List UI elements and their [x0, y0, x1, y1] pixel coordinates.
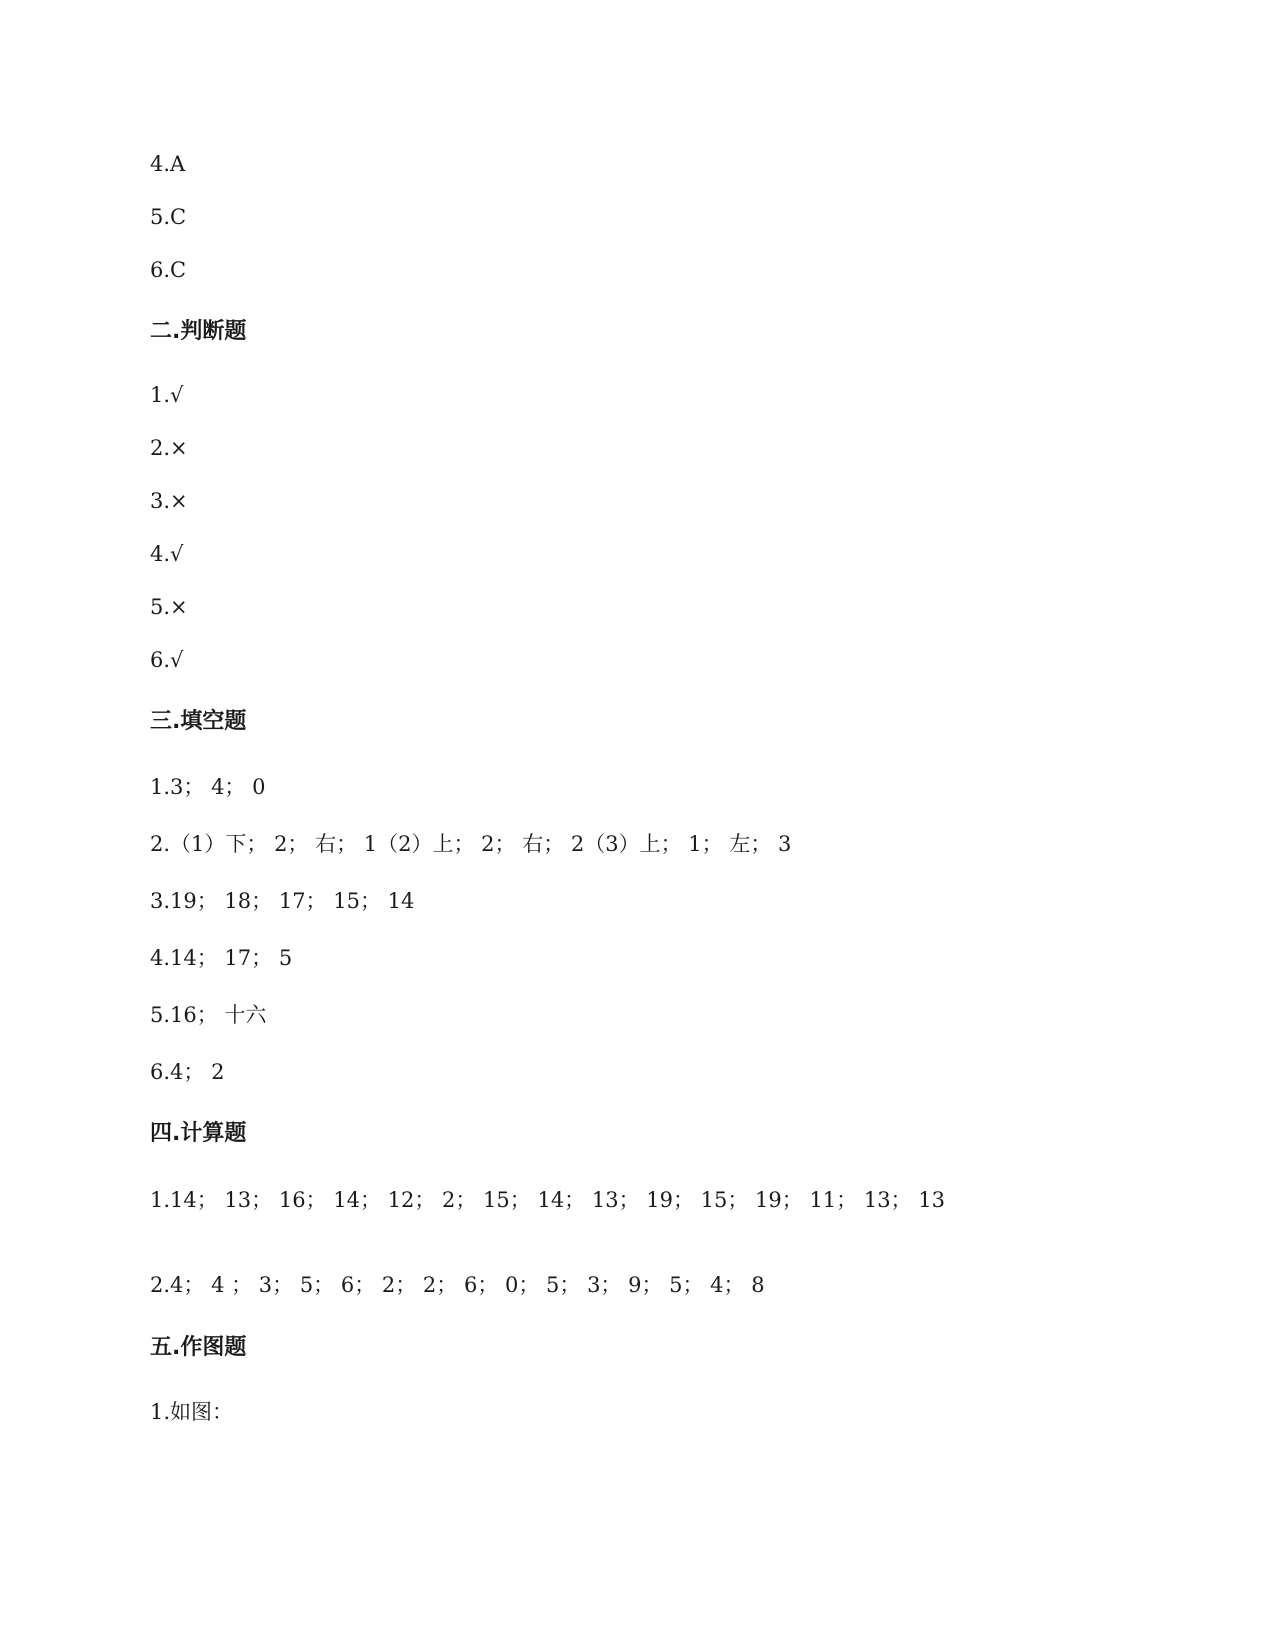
fill-answer-4: 4.14； 17； 5 [150, 946, 293, 970]
choice-answer-5: 5.C [150, 205, 187, 229]
choice-answer-4: 4.A [150, 152, 186, 176]
calc-answer-2: 2.4； 4 ； 3； 5； 6； 2； 2； 6； 0； 5； 3； 9； 5； 4； 8 [150, 1273, 765, 1297]
judge-answer-4: 4.√ [150, 542, 184, 566]
choice-answer-6: 6.C [150, 258, 187, 282]
draw-answer-1: 1.如图： [150, 1400, 234, 1424]
section-title-judge: 二.判断题 [150, 319, 247, 344]
judge-answer-5: 5.× [150, 595, 188, 619]
fill-answer-1: 1.3； 4； 0 [150, 775, 266, 799]
judge-answer-6: 6.√ [150, 648, 184, 672]
judge-answer-3: 3.× [150, 489, 188, 513]
fill-answer-5: 5.16； 十六 [150, 1003, 267, 1027]
section-title-calc: 四.计算题 [150, 1121, 247, 1146]
section-title-fill: 三.填空题 [150, 709, 247, 734]
fill-answer-3: 3.19； 18； 17； 15； 14 [150, 889, 415, 913]
judge-answer-1: 1.√ [150, 383, 184, 407]
judge-answer-2: 2.× [150, 436, 188, 460]
fill-answer-2: 2.（1）下； 2； 右； 1（2）上； 2； 右； 2（3）上； 1； 左； 3 [150, 832, 792, 856]
section-title-draw: 五.作图题 [150, 1335, 247, 1360]
calc-answer-1: 1.14； 13； 16； 14； 12； 2； 15； 14； 13； 19； 15； 19； 11； 13； 13 [150, 1188, 945, 1212]
fill-answer-6: 6.4； 2 [150, 1060, 225, 1084]
